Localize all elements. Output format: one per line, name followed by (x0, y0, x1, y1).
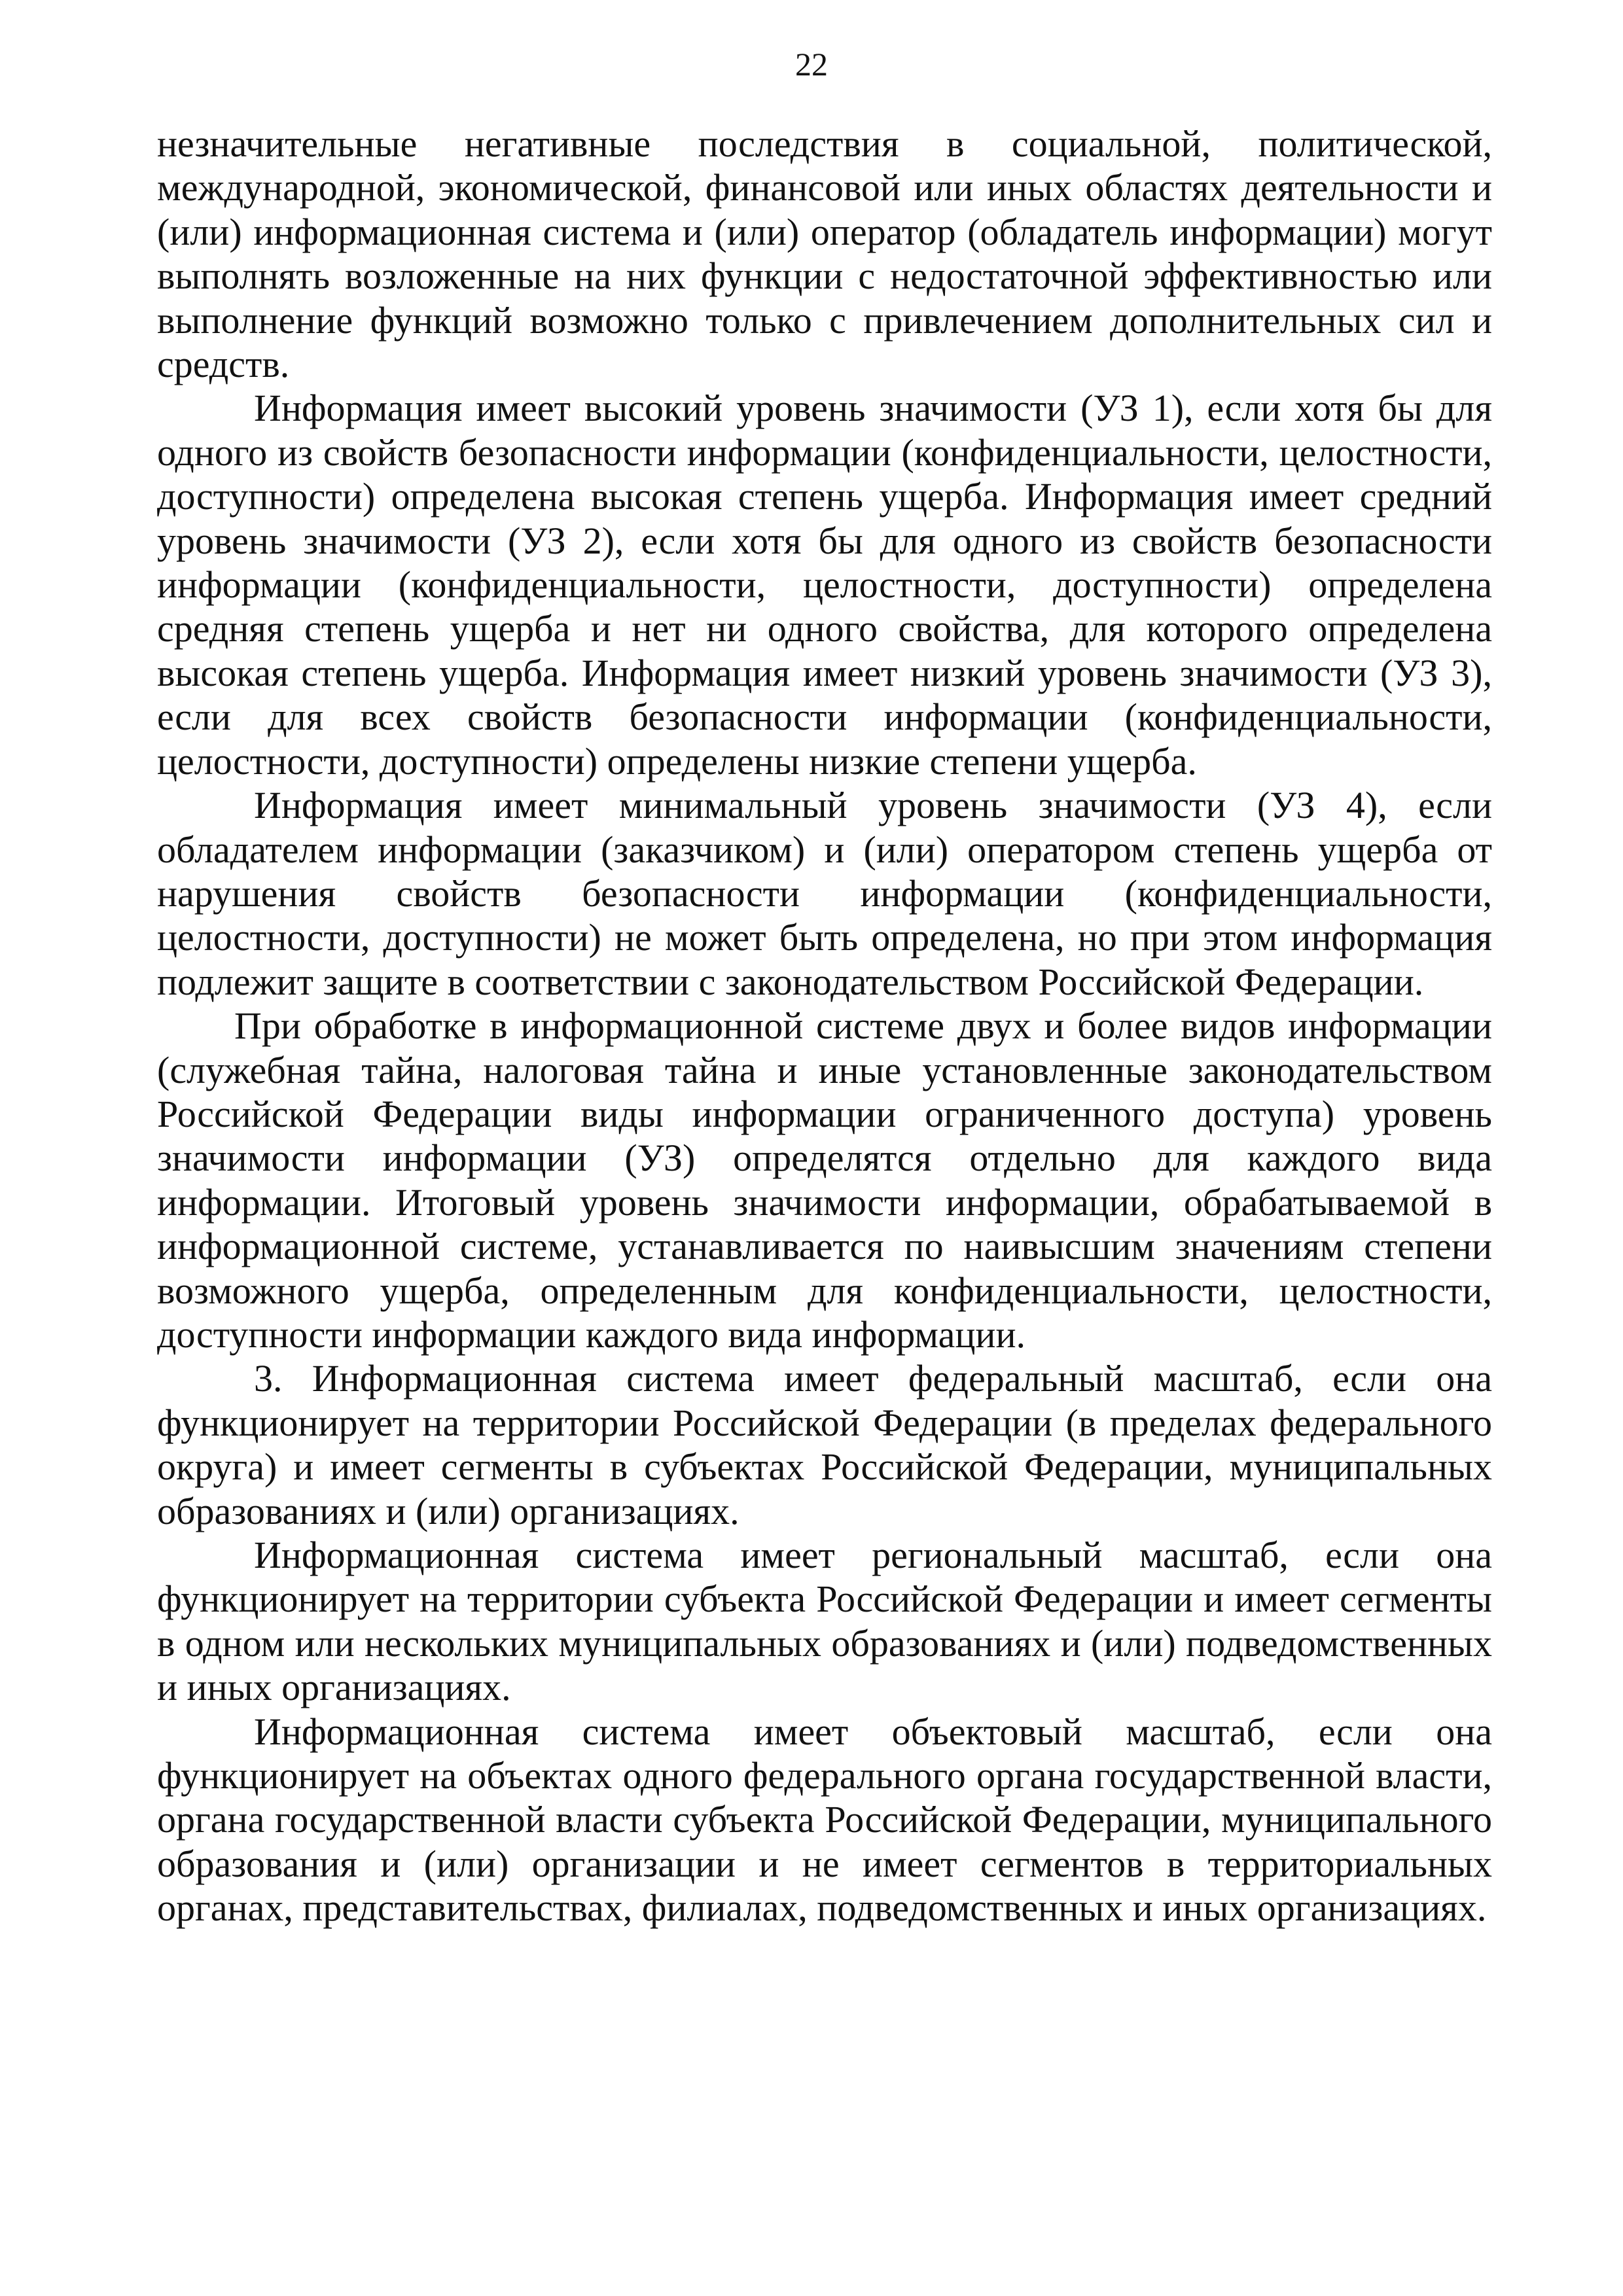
paragraph-significance-levels: Информация имеет высокий уровень значимости (УЗ 1), если хотя бы для одного из свойств безопасности информации (конфиденциальности, целостности, доступности) определена высокая степень ущерба. Информация имеет средний уровень значимости (УЗ 2), если хотя бы для одного из свойств безопасности информации (конфиденциальности, целостности, доступности) определена средняя степень ущерба и нет ни одного свойства, для которого определена высокая степень ущерба. Информация имеет низкий уровень значимости (УЗ 3), если для всех свойств безопасности информации (конфиденциальности, целостности, доступности) определены низкие степени ущерба. (157, 387, 1492, 783)
paragraph-federal-scale: 3. Информационная система имеет федеральный масштаб, если она функционирует на территории Российской Федерации (в пределах федерального округа) и имеет сегменты в субъектах Российской Федерации, муниципальных образованиях и (или) организациях. (157, 1357, 1492, 1532)
paragraph-multiple-info-types: При обработке в информационной системе двух и более видов информации (служебная тайна, налоговая тайна и иные установленные законодательством Российской Федерации виды информации ограниченного доступа) уровень значимости информации (УЗ) определятся отдельно для каждого вида информации. Итоговый уровень значимости информации, обрабатываемой в информационной системе, устанавливается по наивысшим значениям степени возможного ущерба, определенным для конфиденциальности, целостности, доступности информации каждого вида информации. (157, 1004, 1492, 1356)
paragraph-continuation: незначительные негативные последствия в социальной, политической, международной, экономической, финансовой или иных областях деятельности и (или) информационная система и (или) оператор (обладатель информации) могут выполнять возложенные на них функции с недостаточной эффективностью или выполнение функций возможно только с привлечением дополнительных сил и средств. (157, 122, 1492, 386)
paragraph-minimal-level: Информация имеет минимальный уровень значимости (УЗ 4), если обладателем информации (заказчиком) и (или) оператором степень ущерба от нарушения свойств безопасности информации (конфиденциальности, целостности, доступности) не может быть определена, но при этом информация подлежит защите в соответствии с законодательством Российской Федерации. (157, 784, 1492, 1003)
page-number: 22 (795, 46, 828, 82)
paragraph-regional-scale: Информационная система имеет региональный масштаб, если она функционирует на территории субъекта Российской Федерации и имеет сегменты в одном или нескольких муниципальных образованиях и (или) подведомственных и иных организациях. (157, 1534, 1492, 1709)
document-body (157, 122, 1492, 1930)
paragraph-object-scale: Информационная система имеет объектовый масштаб, если она функционирует на объектах одного федерального органа государственной власти, органа государственной власти субъекта Российской Федерации, муниципального образования и (или) организации и не имеет сегментов в территориальных органах, представительствах, филиалах, подведомственных и иных организациях. (157, 1710, 1492, 1930)
